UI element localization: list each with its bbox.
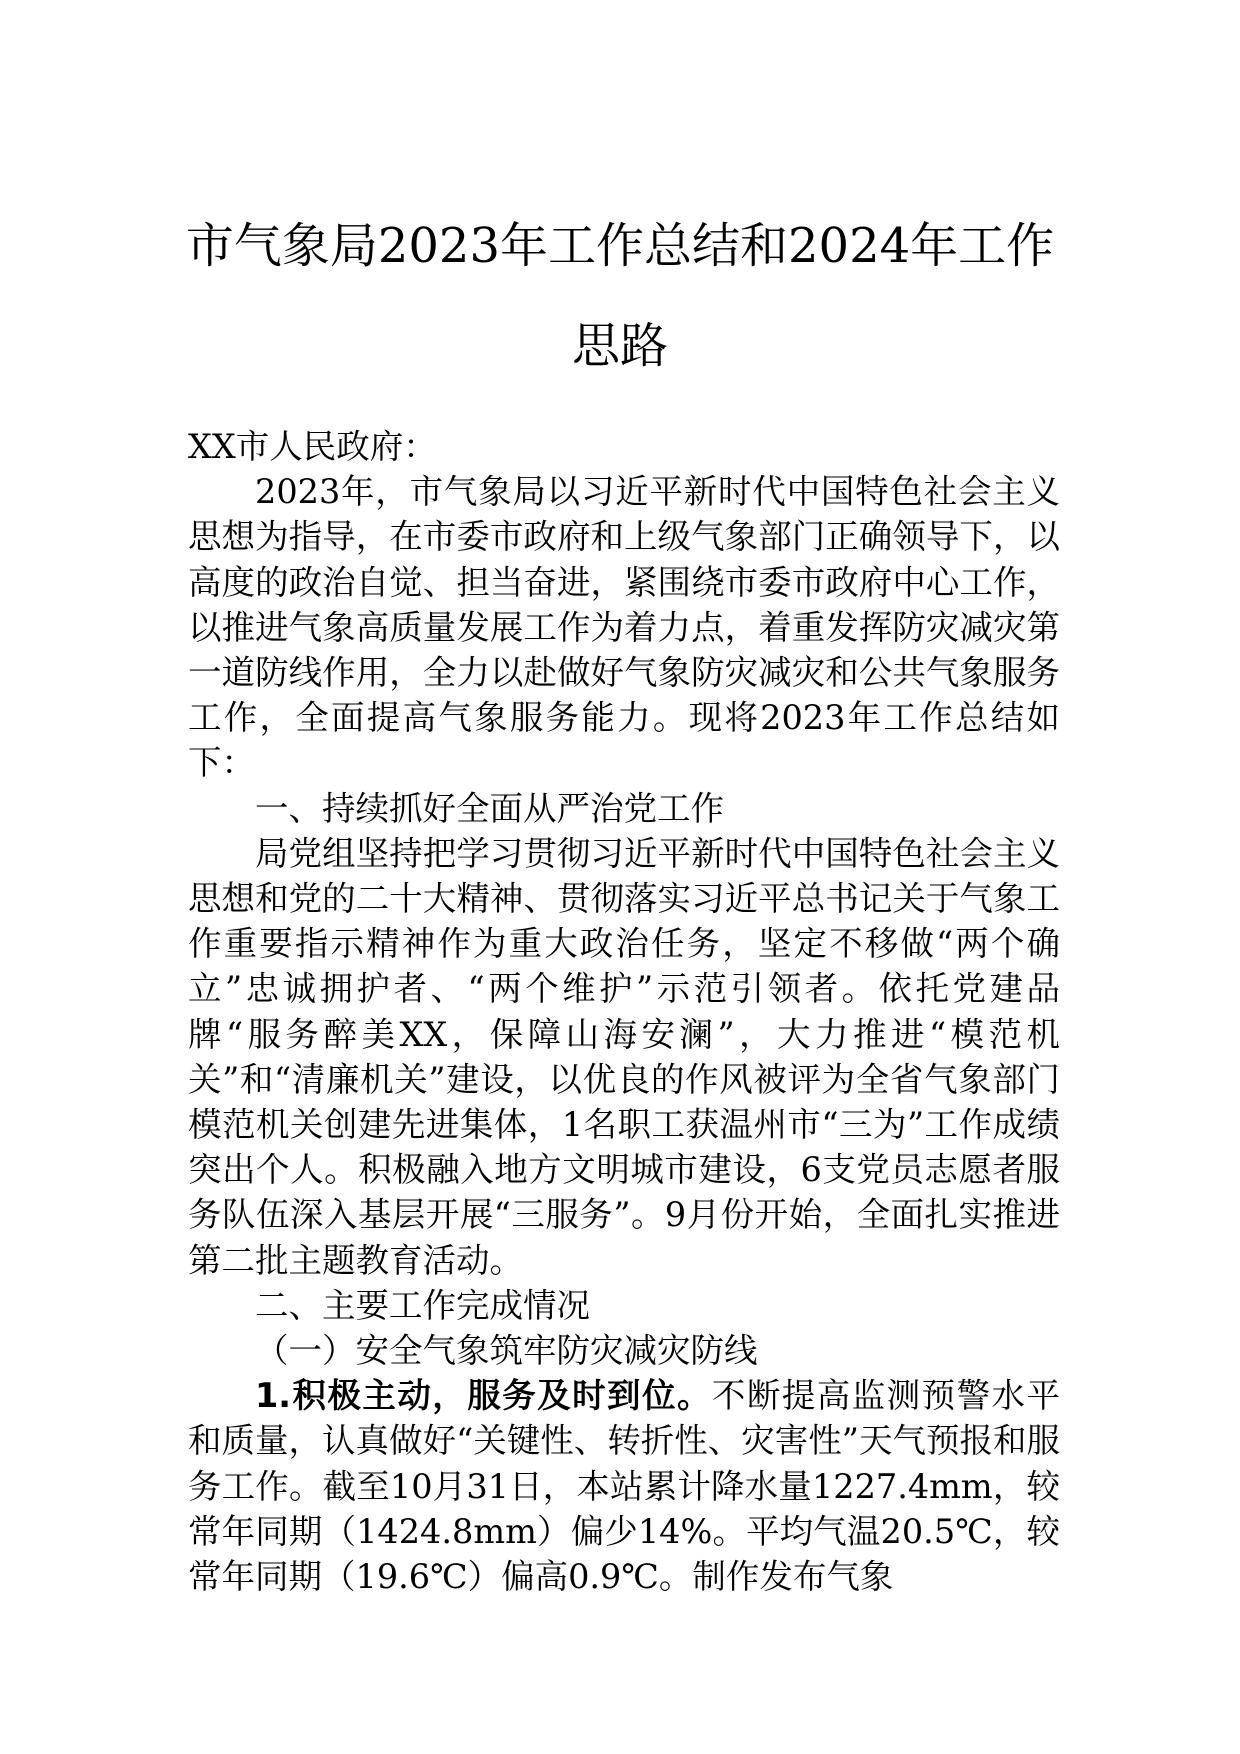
section-heading-1: 一、持续抓好全面从严治党工作 [255,788,724,828]
document-title: 市气象局2023年工作总结和2024年工作思路 [185,218,1055,374]
intro-paragraph: 2023年，市气象局以习近平新时代中国特色社会主义思想为指导，在市委市政府和上级气象部门正确领导下，以高度的政治自觉、担当奋进，紧围绕市委市政府中心工作，以推进气象高质量发展工作为着力点，着重发挥防灾减灾第一道防线作用，全力以赴做好气象防灾减灾和公共气象服务工作，全面提高气象服务能力。现将2023年工作总结如下： [188,472,1060,783]
section-1-paragraph: 局党组坚持把学习贯彻习近平新时代中国特色社会主义思想和党的二十大精神、贯彻落实习近平总书记关于气象工作重要指示精神作为重大政治任务，坚定不移做“两个确立”忠诚拥护者、“两个维护”示范引领者。依托党建品牌“服务醉美XX，保障山海安澜”，大力推进“模范机关”和“清廉机关”建设，以优良的作风被评为全省气象部门模范机关创建先进集体，1名职工获温州市“三为”工作成绩突出个人。积极融入地方文明城市建设，6支党员志愿者服务队伍深入基层开展“三服务”。9月份开始，全面扎实推进第二批主题教育活动。 [188,833,1060,1280]
subsection-heading-1: （一）安全气象筑牢防灾减灾防线 [255,1331,758,1371]
section-heading-2: 二、主要工作完成情况 [255,1285,590,1325]
item-1-lead: 1.积极主动，服务及时到位。 [255,1376,712,1416]
item-1-paragraph [188,1373,1060,1599]
item-1-body: 不断提高监测预警水平和质量，认真做好“关键性、转折性、灾害性”天气预报和服务工作。截至10月31日，本站累计降水量1227.4mm，较常年同期（1424.8mm）偏少14%。平均气温20.5℃，较常年同期（19.6℃）偏高0.9℃。制作发布气象 [188,1376,1060,1597]
salutation: XX市人民政府： [188,427,437,466]
document-body [188,424,1060,1599]
